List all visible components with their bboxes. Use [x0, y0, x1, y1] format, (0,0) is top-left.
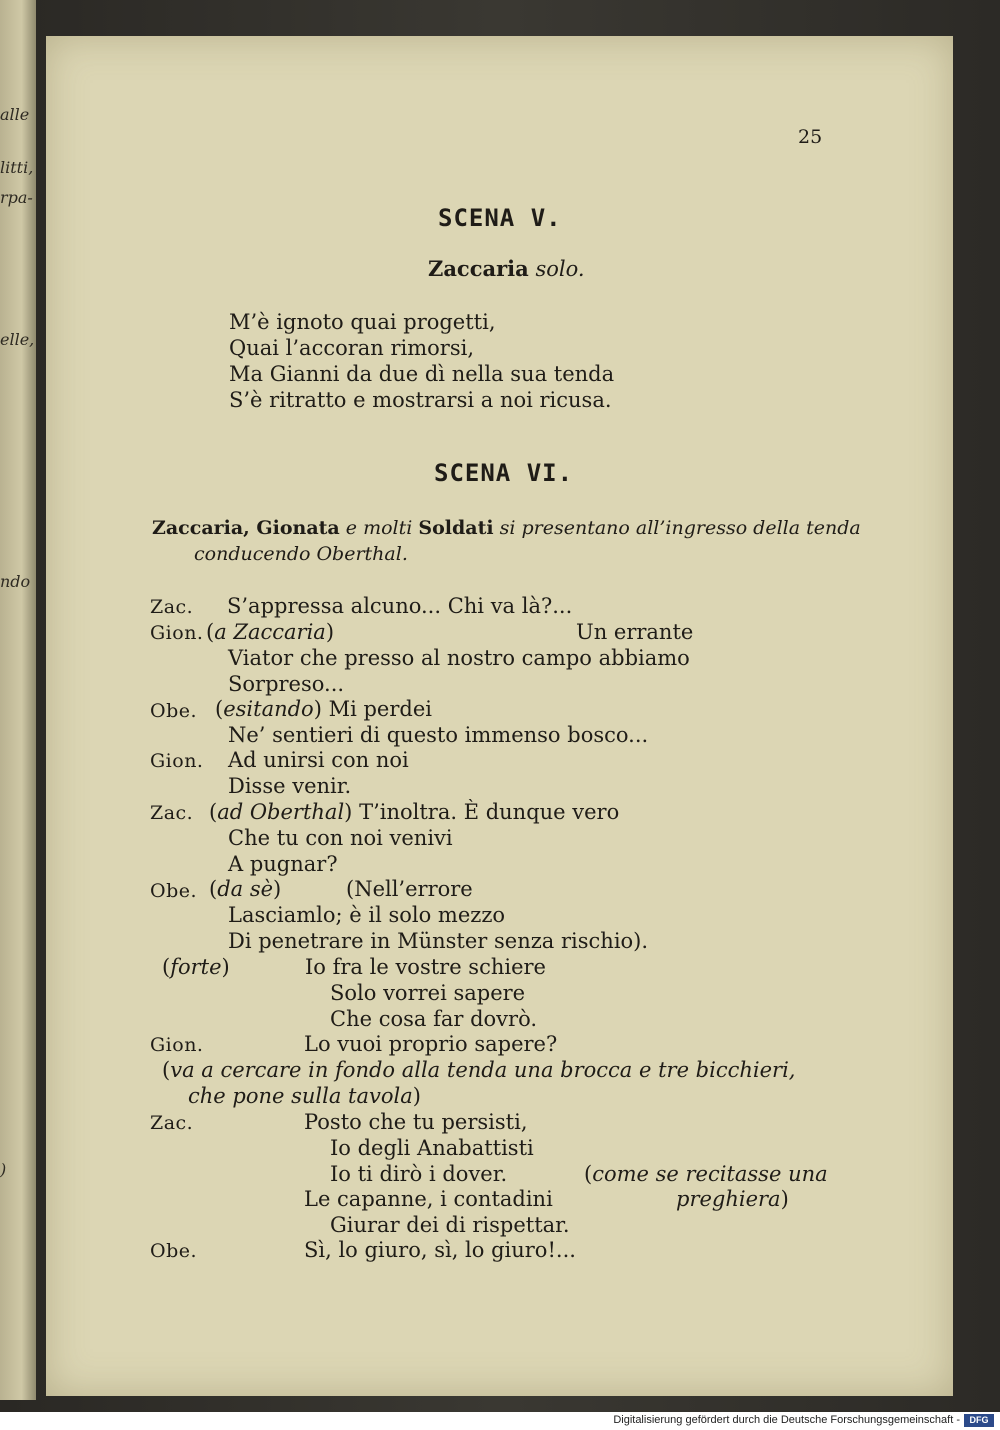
- dialogue-line: S’appressa alcuno... Chi va là?...: [227, 594, 573, 618]
- stage-direction: che pone sulla tavola): [188, 1084, 421, 1108]
- dialogue-line: Che cosa far dovrò.: [330, 1007, 538, 1031]
- funding-notice: Digitalisierung gefördert durch die Deutsche Forschungsgemeinschaft -: [613, 1414, 960, 1426]
- verse-line: Quai l’accoran rimorsi,: [229, 336, 475, 360]
- dfg-logo: DFG: [964, 1414, 994, 1427]
- stage-direction: (a Zaccaria): [206, 620, 335, 644]
- cast-list: [152, 519, 861, 538]
- dialogue-line: Solo vorrei sapere: [330, 981, 526, 1005]
- cast-names: Soldati: [418, 517, 494, 539]
- left-page-edge: [0, 0, 36, 1400]
- stage-direction: e molti: [345, 517, 413, 539]
- scene-heading: SCENA VI.: [434, 459, 574, 487]
- dialogue-line: Giurar dei di rispettar.: [330, 1213, 570, 1237]
- margin-fragment: ndo: [0, 572, 31, 591]
- stage-direction: (come se recitasse una: [584, 1162, 828, 1186]
- stage-direction: (ad Oberthal) T’inoltra. È dunque vero: [209, 800, 620, 824]
- dialogue-line: Viator che presso al nostro campo abbiamo: [228, 646, 690, 670]
- verse-line: M’è ignoto quai progetti,: [229, 310, 496, 334]
- margin-fragment: alle: [0, 105, 30, 124]
- stage-direction: (da sè): [209, 877, 282, 901]
- dialogue-line: Ne’ sentieri di questo immenso bosco...: [228, 723, 649, 747]
- speaker-label: Zac.: [150, 1112, 194, 1134]
- dialogue-line: Sorpreso...: [228, 672, 345, 696]
- margin-fragment: rpa-: [0, 188, 33, 207]
- page-number: 25: [798, 126, 823, 148]
- speaker-label: Gion.: [150, 1034, 204, 1056]
- dialogue-line: Ad unirsi con noi: [228, 748, 409, 772]
- cast-names: Zaccaria, Gionata: [152, 517, 340, 539]
- dialogue-line: Lo vuoi proprio sapere?: [304, 1032, 558, 1056]
- footer-bar: [0, 1412, 1000, 1430]
- dialogue-line: Posto che tu persisti,: [304, 1110, 528, 1134]
- speaker-label: Gion.: [150, 750, 204, 772]
- stage-direction: (va a cercare in fondo alla tenda una brocca e tre bicchieri,: [162, 1058, 796, 1082]
- dialogue-line: Le capanne, i contadini: [304, 1187, 553, 1211]
- speaker-label: Obe.: [150, 1240, 198, 1262]
- stage-direction: (forte): [162, 955, 230, 979]
- verse-line: S’è ritratto e mostrarsi a noi ricusa.: [229, 388, 612, 412]
- dialogue-line: Un errante: [576, 620, 694, 644]
- dialogue-line: Lasciamlo; è il solo mezzo: [228, 903, 506, 927]
- margin-fragment: litti,: [0, 158, 34, 177]
- dialogue-line: Sì, lo giuro, sì, lo giuro!...: [304, 1238, 576, 1262]
- stage-direction: (esitando) Mi perdei: [215, 697, 432, 721]
- speaker-label: Zac.: [150, 596, 194, 618]
- stage-direction: conducendo Oberthal.: [194, 543, 408, 565]
- margin-fragment: ): [0, 1160, 7, 1179]
- dialogue-line: Io degli Anabattisti: [330, 1136, 534, 1160]
- dialogue-line: Disse venir.: [228, 774, 352, 798]
- cast-list: [428, 258, 585, 280]
- dialogue-line: Di penetrare in Münster senza rischio).: [228, 929, 649, 953]
- speaker-label: Zac.: [150, 802, 194, 824]
- dialogue-line: (Nell’errore: [346, 877, 473, 901]
- dialogue-line: Che tu con noi venivi: [228, 826, 453, 850]
- dialogue-line: A pugnar?: [228, 852, 338, 876]
- book-page: [46, 36, 953, 1396]
- speaker-label: Gion.: [150, 622, 204, 644]
- speaker-label: Obe.: [150, 880, 198, 902]
- stage-direction: solo.: [535, 257, 585, 281]
- scene-heading: SCENA V.: [438, 204, 562, 232]
- cast-name: Zaccaria: [428, 256, 529, 281]
- stage-direction: preghiera): [676, 1187, 789, 1211]
- verse-line: Ma Gianni da due dì nella sua tenda: [229, 362, 615, 386]
- stage-direction: si presentano all’ingresso della tenda: [499, 517, 861, 539]
- margin-fragment: elle,: [0, 330, 35, 349]
- dialogue-line: Io fra le vostre schiere: [305, 955, 546, 979]
- dialogue-line: Io ti dirò i dover.: [330, 1162, 508, 1186]
- speaker-label: Obe.: [150, 700, 198, 722]
